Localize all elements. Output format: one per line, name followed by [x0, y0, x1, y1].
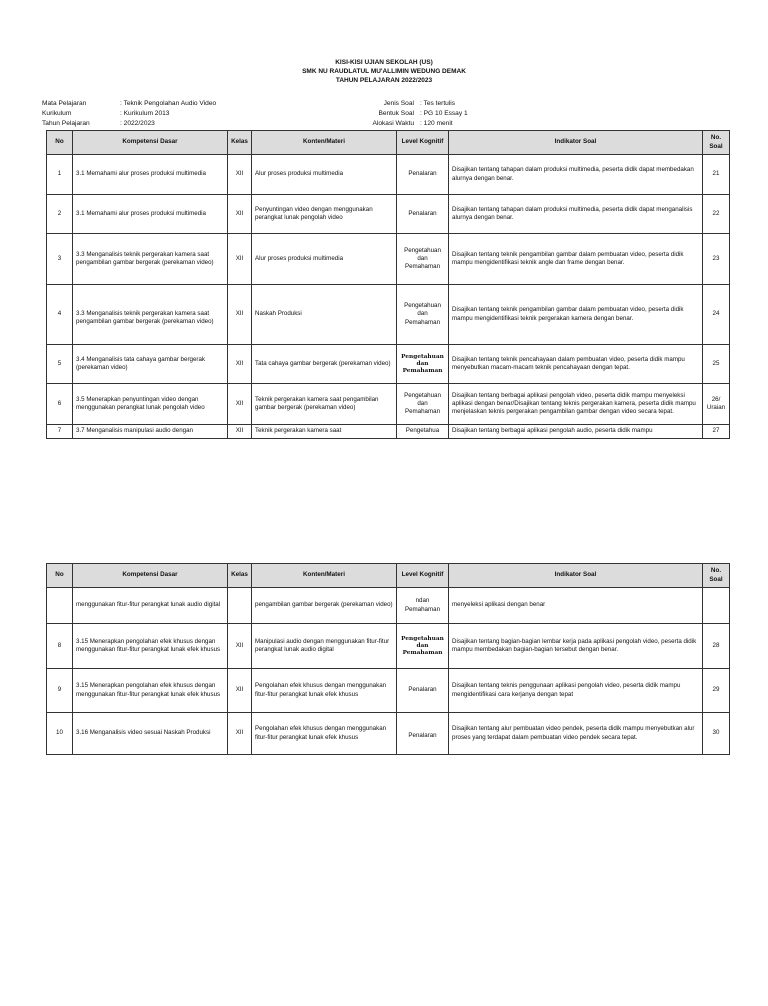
col-header-kd: Kompetensi Dasar: [73, 564, 228, 588]
cell-kd: 3.7 Menganalisis manipulasi audio dengan: [73, 425, 228, 439]
table-row: [47, 669, 730, 713]
cell-nosoal: 25: [703, 345, 730, 384]
cell-indikator: Disajikan tentang teknis penggunaan aplikasi pengolah video, peserta didik mampu mengidentifikasi cara kerjanya dengan tepat: [449, 669, 703, 713]
cell-nosoal: 26/ Uraian: [703, 384, 730, 425]
meta-value: : 2022/2023: [120, 120, 155, 127]
cell-materi: Penyuntingan video dengan menggunakan perangkat lunak pengolah video: [252, 195, 397, 234]
cell-no: 4: [47, 285, 73, 345]
meta-label: Alokasi Waktu: [372, 120, 414, 127]
cell-level: Pengetahuan dan Pemahaman: [397, 384, 449, 425]
cell-materi: Alur proses produksi multimedia: [252, 155, 397, 195]
cell-kelas: XII: [228, 713, 252, 755]
cell-indikator: Disajikan tentang berbagai aplikasi pengolah audio, peserta didik mampu: [449, 425, 703, 439]
cell-nosoal: 22: [703, 195, 730, 234]
cell-indikator: Disajikan tentang teknik pengambilan gambar dalam pembuatan video, peserta didik mampu mengidentifikasi teknik pergerakan kamera dengan benar.: [449, 285, 703, 345]
table-row: [47, 285, 730, 345]
cell-kd: 3.3 Menganalisis teknik pergerakan kamera saat pengambilan gambar bergerak (perekaman video): [73, 285, 228, 345]
cell-level: Penalaran: [397, 195, 449, 234]
col-header-kelas: Kelas: [228, 131, 252, 155]
col-header-no: No: [47, 131, 73, 155]
table-row: [47, 713, 730, 755]
header-year: TAHUN PELAJARAN 2022/2023: [335, 77, 433, 84]
meta-value: : PG 10 Essay 1: [420, 110, 468, 117]
cell-level: ndan Pemahaman: [397, 588, 449, 624]
table-row: [47, 234, 730, 285]
cell-indikator: Disajikan tentang tahapan dalam produksi multimedia, peserta didik dapat menganalisis alurnya dengan benar.: [449, 195, 703, 234]
cell-no: 2: [47, 195, 73, 234]
meta-label: Jenis Soal: [383, 100, 414, 107]
cell-indikator: Disajikan tentang berbagai aplikasi pengolah video, peserta didik mampu menyeleksi aplikasi dengan benar/Disajikan tentang teknis pergerakan kamera, peserta didik mampu menjelaskan teknis pergerakan pengambilan gambar dengan video secara tepat.: [449, 384, 703, 425]
cell-kelas: XII: [228, 669, 252, 713]
cell-level: Pengetahua: [397, 425, 449, 439]
cell-level: Pengetahuan dan Pemahaman: [397, 624, 449, 669]
col-header-level: Level Kognitif: [397, 131, 449, 155]
cell-kelas: XII: [228, 155, 252, 195]
cell-nosoal: 27: [703, 425, 730, 439]
cell-materi: Pengolahan efek khusus dengan menggunakan fitur-fitur perangkat lunak efek khusus: [252, 669, 397, 713]
table-row: [47, 425, 730, 439]
cell-no: 10: [47, 713, 73, 755]
cell-level: Penalaran: [397, 669, 449, 713]
cell-materi: Alur proses produksi multimedia: [252, 234, 397, 285]
meta-label: Tahun Pelajaran: [42, 120, 90, 127]
meta-label: Mata Pelajaran: [42, 100, 87, 107]
cell-kelas: XII: [228, 195, 252, 234]
cell-kd: 3.3 Menganalisis teknik pergerakan kamera saat pengambilan gambar bergerak (perekaman video): [73, 234, 228, 285]
cell-materi: Naskah Produksi: [252, 285, 397, 345]
table-row: [47, 588, 730, 624]
cell-materi: Teknik pergerakan kamera saat pengambilan gambar bergerak (perekaman video): [252, 384, 397, 425]
document-header: [0, 58, 768, 85]
cell-kelas: XII: [228, 384, 252, 425]
table-header-row: [47, 564, 730, 588]
table-row: [47, 624, 730, 669]
col-header-nosoal: No. Soal: [703, 564, 730, 588]
meta-left: [42, 99, 216, 129]
cell-kelas: XII: [228, 234, 252, 285]
cell-kd: 3.16 Menganalisis video sesuai Naskah Produksi: [73, 713, 228, 755]
cell-kd: 3.5 Menerapkan penyuntingan video dengan menggunakan perangkat lunak pengolah video: [73, 384, 228, 425]
meta-label: Bentuk Soal: [378, 110, 414, 117]
cell-kelas: [228, 588, 252, 624]
cell-indikator: menyeleksi aplikasi dengan benar: [449, 588, 703, 624]
meta-value: : Tes tertulis: [420, 100, 456, 107]
cell-no: 7: [47, 425, 73, 439]
cell-level: Penalaran: [397, 155, 449, 195]
header-school: SMK NU RAUDLATUL MU'ALLIMIN WEDUNG DEMAK: [302, 68, 466, 75]
cell-kd: 3.4 Menganalisis tata cahaya gambar bergerak (perekaman video): [73, 345, 228, 384]
col-header-materi: Konten/Materi: [252, 564, 397, 588]
cell-no: 6: [47, 384, 73, 425]
cell-kelas: XII: [228, 425, 252, 439]
cell-materi: Tata cahaya gambar bergerak (perekaman video): [252, 345, 397, 384]
cell-kd: 3.15 Menerapkan pengolahan efek khusus dengan menggunakan fitur-fitur perangkat lunak efek khusus: [73, 624, 228, 669]
cell-level: Penalaran: [397, 713, 449, 755]
cell-nosoal: 30: [703, 713, 730, 755]
meta-value: : 120 menit: [420, 120, 453, 127]
cell-materi: Teknik pergerakan kamera saat: [252, 425, 397, 439]
col-header-indikator: Indikator Soal: [449, 564, 703, 588]
col-header-kelas: Kelas: [228, 564, 252, 588]
col-header-kd: Kompetensi Dasar: [73, 131, 228, 155]
cell-nosoal: 28: [703, 624, 730, 669]
cell-kd: menggunakan fitur-fitur perangkat lunak audio digital: [73, 588, 228, 624]
cell-level: Pengetahuan dan Pemahaman: [397, 234, 449, 285]
meta-value: : Kurikulum 2013: [120, 110, 170, 117]
table-header-row: [47, 131, 730, 155]
table-row: [47, 195, 730, 234]
cell-kd: 3.1 Memahami alur proses produksi multimedia: [73, 195, 228, 234]
col-header-materi: Konten/Materi: [252, 131, 397, 155]
table-row: [47, 155, 730, 195]
cell-no: 5: [47, 345, 73, 384]
meta-right: [358, 99, 468, 129]
cell-kelas: XII: [228, 624, 252, 669]
cell-level: Pengetahuan dan Pemahaman: [397, 285, 449, 345]
cell-no: [47, 588, 73, 624]
cell-no: 1: [47, 155, 73, 195]
kisi-table-1: [46, 130, 730, 439]
col-header-indikator: Indikator Soal: [449, 131, 703, 155]
meta-label: Kurikulum: [42, 110, 72, 117]
cell-kelas: XII: [228, 285, 252, 345]
col-header-level: Level Kognitif: [397, 564, 449, 588]
kisi-table-2: [46, 563, 730, 755]
table-row: [47, 384, 730, 425]
cell-kd: 3.1 Memahami alur proses produksi multimedia: [73, 155, 228, 195]
cell-indikator: Disajikan tentang teknik pencahayaan dalam pembuatan video, peserta didik mampu menyebutkan macam-macam teknik pencahayaan dengan tepat.: [449, 345, 703, 384]
cell-nosoal: 29: [703, 669, 730, 713]
header-title: KISI-KISI UJIAN SEKOLAH (US): [335, 59, 433, 66]
cell-materi: Manipulasi audio dengan menggunakan fitur-fitur perangkat lunak audio digital: [252, 624, 397, 669]
cell-kd: 3.15 Menerapkan pengolahan efek khusus dengan menggunakan fitur-fitur perangkat lunak efek khusus: [73, 669, 228, 713]
table-row: [47, 345, 730, 384]
cell-materi: pengambilan gambar bergerak (perekaman video): [252, 588, 397, 624]
col-header-nosoal: No. Soal: [703, 131, 730, 155]
cell-indikator: Disajikan tentang bagian-bagian lembar kerja pada aplikasi pengolah video, peserta didik mampu membedakan bagian-bagian tersebut dengan benar.: [449, 624, 703, 669]
col-header-no: No: [47, 564, 73, 588]
cell-nosoal: [703, 588, 730, 624]
cell-indikator: Disajikan tentang tahapan dalam produksi multimedia, peserta didik dapat membedakan alurnya dengan benar.: [449, 155, 703, 195]
cell-kelas: XII: [228, 345, 252, 384]
cell-no: 8: [47, 624, 73, 669]
cell-nosoal: 24: [703, 285, 730, 345]
cell-indikator: Disajikan tentang teknik pengambilan gambar dalam pembuatan video, peserta didik mampu mengidentifikasi teknik angle dan frame dengan benar.: [449, 234, 703, 285]
cell-nosoal: 23: [703, 234, 730, 285]
cell-nosoal: 21: [703, 155, 730, 195]
meta-value: : Teknik Pengolahan Audio Video: [120, 100, 217, 107]
cell-materi: Pengolahan efek khusus dengan menggunakan fitur-fitur perangkat lunak efek khusus: [252, 713, 397, 755]
cell-indikator: Disajikan tentang alur pembuatan video pendek, peserta didik mampu menyebutkan alur proses yang terdapat dalam pembuatan video pendek secara tepat.: [449, 713, 703, 755]
cell-no: 9: [47, 669, 73, 713]
cell-level: Pengetahuan dan Pemahaman: [397, 345, 449, 384]
cell-no: 3: [47, 234, 73, 285]
